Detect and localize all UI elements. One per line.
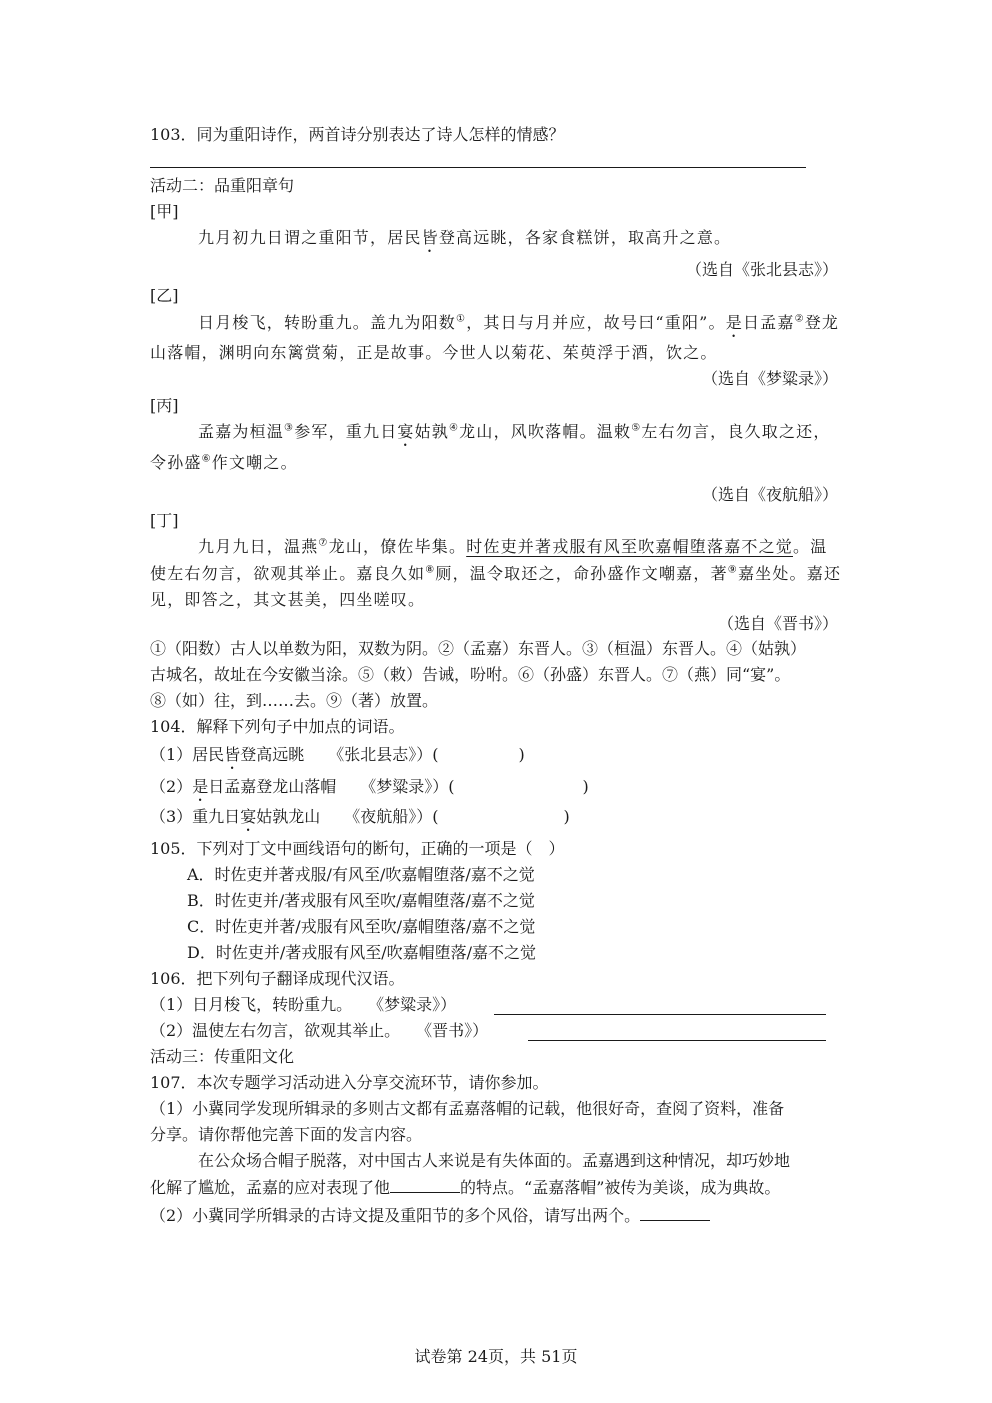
- text-ding-line-1: 九月九日，温燕⑦龙山，僚佐毕集。时佐吏并著戎服有风至吹嘉帽堕落嘉不之觉。温: [198, 537, 828, 556]
- text-bing-source: （选自《夜航船》）: [701, 485, 838, 504]
- option-d[interactable]: D．时佐吏并/著戎服有风至/吹嘉帽堕落/嘉不之觉: [187, 943, 537, 962]
- question-107-part-1-line-2: 分享。请你帮他完善下面的发言内容。: [150, 1125, 423, 1144]
- question-106-item-1: （1）日月梭飞，转盼重九。 《梦粱录》）: [150, 995, 457, 1014]
- question-103: 103．同为重阳诗作，两首诗分别表达了诗人怎样的情感？: [150, 125, 565, 144]
- text-bing-line-2: 令孙盛⑥作文嘲之。: [150, 453, 298, 472]
- answer-line-106-1[interactable]: [494, 1014, 826, 1015]
- question-106-title: 106．把下列句子翻译成现代汉语。: [150, 969, 405, 988]
- text-jia-line-1: 九月初九日谓之重阳节，居民皆登高远眺，各家食糕饼，取高升之意。: [198, 228, 732, 247]
- option-c[interactable]: C．时佐吏并著/戎服有风至吹/嘉帽堕落/嘉不之觉: [187, 917, 536, 936]
- text-ding-label: [丁]: [150, 511, 179, 530]
- option-b[interactable]: B．时佐吏并/著戎服有风至吹/嘉帽堕落/嘉不之觉: [187, 891, 535, 910]
- activity-3-title: 活动三：传重阳文化: [150, 1047, 295, 1066]
- text-ding-source: （选自《晋书》）: [717, 614, 838, 633]
- question-104-item-3: （3）重九日宴姑孰龙山 《夜航船》）( ): [150, 807, 570, 826]
- question-104-item-2: （2）是日孟嘉登龙山落帽 《梦粱录》）( ): [150, 777, 589, 796]
- question-105-title: 105．下列对丁文中画线语句的断句，正确的一项是（ ）: [150, 839, 565, 858]
- text-yi-line-1: 日月梭飞，转盼重九。盖九为阳数①，其日与月并应，故号曰“重阳”。是日孟嘉②登龙: [198, 313, 840, 332]
- fill-blank-107-2[interactable]: [640, 1204, 710, 1221]
- question-106-item-2: （2）温使左右勿言，欲观其举止。 《晋书》）: [150, 1021, 489, 1040]
- speech-line-2: 化解了尴尬，孟嘉的应对表现了他 的特点。“孟嘉落帽”被传为美谈，成为典故。: [150, 1178, 781, 1197]
- notes-line-2: 古城名，故址在今安徽当涂。⑤（敕）告诫，吩咐。⑥（孙盛）东晋人。⑦（燕）同“宴”。: [150, 665, 791, 684]
- underlined-sentence: 时佐吏并著戎服有风至吹嘉帽堕落嘉不之觉: [466, 537, 793, 556]
- speech-line-1: 在公众场合帽子脱落，对中国古人来说是有失体面的。孟嘉遇到这种情况，却巧妙地: [198, 1151, 791, 1170]
- option-a[interactable]: A．时佐吏并著戎服/有风至/吹嘉帽堕落/嘉不之觉: [187, 865, 535, 884]
- text-yi-label: [乙]: [150, 286, 179, 305]
- text-jia-source: （选自《张北县志》）: [685, 260, 838, 279]
- page-footer: 试卷第 24页，共 51页: [414, 1347, 578, 1366]
- answer-line-103: [150, 167, 806, 168]
- notes-line-3: ⑧（如）往，到……去。⑨（著）放置。: [150, 691, 439, 710]
- answer-line-106-2[interactable]: [528, 1040, 826, 1041]
- text-bing-line-1: 孟嘉为桓温③参军，重九日宴姑孰④龙山，风吹落帽。温敕⑤左右勿言，良久取之还，: [198, 422, 831, 441]
- question-107-title: 107．本次专题学习活动进入分享交流环节，请你参加。: [150, 1073, 549, 1092]
- activity-2-title: 活动二：品重阳章句: [150, 176, 295, 195]
- question-104-title: 104．解释下列句子中加点的词语。: [150, 717, 405, 736]
- fill-blank-107-1[interactable]: [390, 1176, 460, 1193]
- question-107-part-2: （2）小冀同学所辑录的古诗文提及重阳节的多个风俗，请写出两个。: [150, 1204, 710, 1227]
- question-107-part-1-line-1: （1）小冀同学发现所辑录的多则古文都有孟嘉落帽的记载，他很好奇，查阅了资料，准备: [150, 1099, 785, 1118]
- question-104-item-1: （1）居民皆登高远眺 《张北县志》）( ): [150, 745, 525, 764]
- text-ding-line-2: 使左右勿言，欲观其举止。嘉良久如⑧厕，温令取还之，命孙盛作文嘲嘉，著⑨嘉坐处。嘉还: [150, 564, 842, 583]
- text-bing-label: [丙]: [150, 396, 179, 415]
- text-ding-line-3: 见，即答之，其文甚美，四坐嗟叹。: [150, 590, 426, 609]
- text-yi-line-2: 山落帽，渊明向东篱赏菊，正是故事。今世人以菊花、茱萸浮于酒，饮之。: [150, 343, 718, 362]
- text-yi-source: （选自《梦粱录》）: [701, 369, 838, 388]
- notes-line-1: ①（阳数）古人以单数为阳，双数为阴。②（孟嘉）东晋人。③（桓温）东晋人。④（姑孰）: [150, 639, 807, 658]
- text-jia-label: [甲]: [150, 202, 179, 221]
